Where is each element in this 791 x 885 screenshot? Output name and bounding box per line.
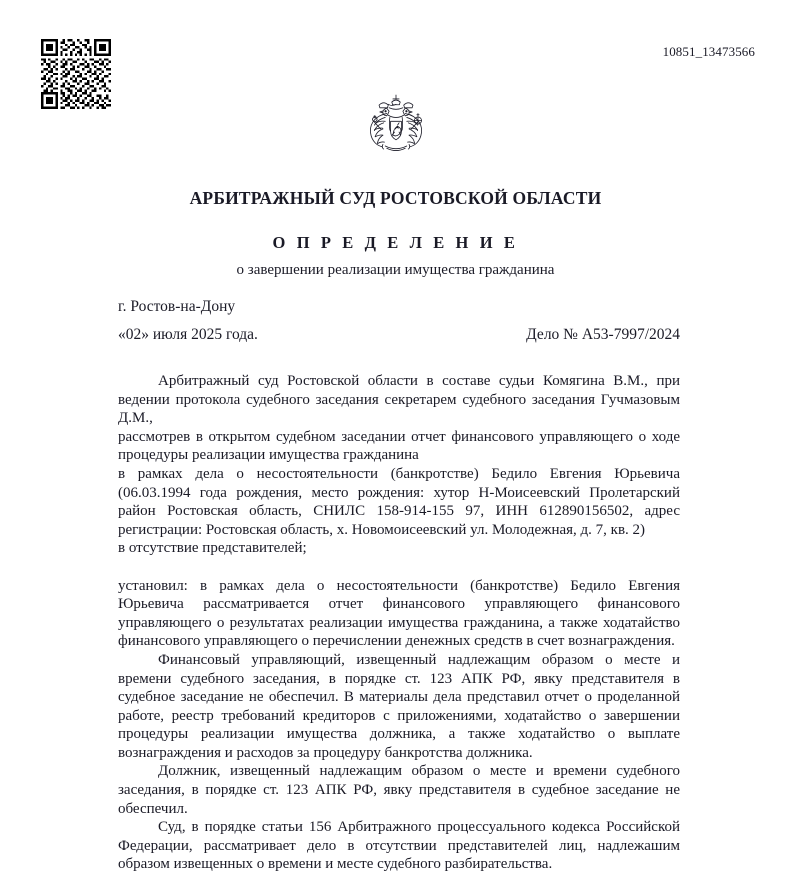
document-date: «02» июля 2025 года. — [118, 326, 258, 343]
case-number: Дело № А53-7997/2024 — [526, 326, 680, 343]
paragraph-intro-subject: рассмотрев в открытом судебном заседании отчет финансового управляющего о ходе процедуры реализации имущества гражданина — [118, 428, 680, 464]
page-title: АРБИТРАЖНЫЙ СУД РОСТОВСКОЙ ОБЛАСТИ — [189, 188, 602, 208]
paragraph-intro-debtor-details: в рамках дела о несостоятельности (банкротстве) Бедило Евгения Юрьевича (06.03.1994 года рождения, место рождения: хутор Н-Моисеевский Пролетарский район Ростовская область, СНИЛС 158-914-155 97, ИНН 612890156502, адрес регистрации: Ростовская область, х. Новомоисеевский ул. Молодежная, д. 7, кв. 2) — [118, 465, 680, 538]
russian-coat-of-arms-icon — [0, 92, 791, 171]
paragraph-intro-composition: Арбитражный суд Ростовской области в составе судьи Комягина В.М., при ведении протокола судебного заседания секретарем судебного заседания Гучмазовым Д.М., — [118, 373, 680, 427]
document-kind-title: О П Р Е Д Е Л Е Н И Е — [272, 233, 519, 252]
paragraph-court-review: Суд, в порядке статьи 156 Арбитражного процессуального кодекса Российской Федерации, рассматривает дело в отсутствии представителей лиц, надлежашим образом извещенных о времени и месте судебного разбирательства. — [118, 819, 680, 873]
paragraph-ustanovil: установил: в рамках дела о несостоятельности (банкротстве) Бедило Евгения Юрьевича рассматривается отчет финансового управляющего финансового управляющего о результатах реализации имущества гражданина, а также ходатайство финансового управляющего о перечислении денежных средств в счет вознаграждения. — [118, 577, 680, 650]
document-body — [118, 372, 680, 874]
paragraph-intro-absence: в отсутствие представителей; — [118, 540, 307, 557]
paragraph-spacer — [118, 558, 680, 577]
document-subject: о завершении реализации имущества гражданина — [236, 262, 555, 278]
paragraph-debtor-notice: Должник, извещенный надлежащим образом о месте и времени судебного заседания, в порядке ст. 123 АПК РФ, явку представителя в судебное заседание не обеспечил. — [118, 763, 680, 817]
document-id: 10851_13473566 — [662, 44, 755, 59]
paragraph-financial-manager: Финансовый управляющий, извещенный надлежащим образом о месте и времени судебного заседания, в порядке ст. 123 АПК РФ, явку представителя в судебное заседание не обеспечил. В материалы дела представил отчет о проделанной работе, реестр требований кредиторов с приложениями, ходатайство о завершении процедуры реализации имущества должника, а также ходатайство о выплате вознаграждения и расходов за процедуру банкротства должника. — [118, 651, 680, 761]
date-and-case-line — [118, 326, 680, 344]
city-line: г. Ростов-на-Дону — [118, 298, 236, 315]
